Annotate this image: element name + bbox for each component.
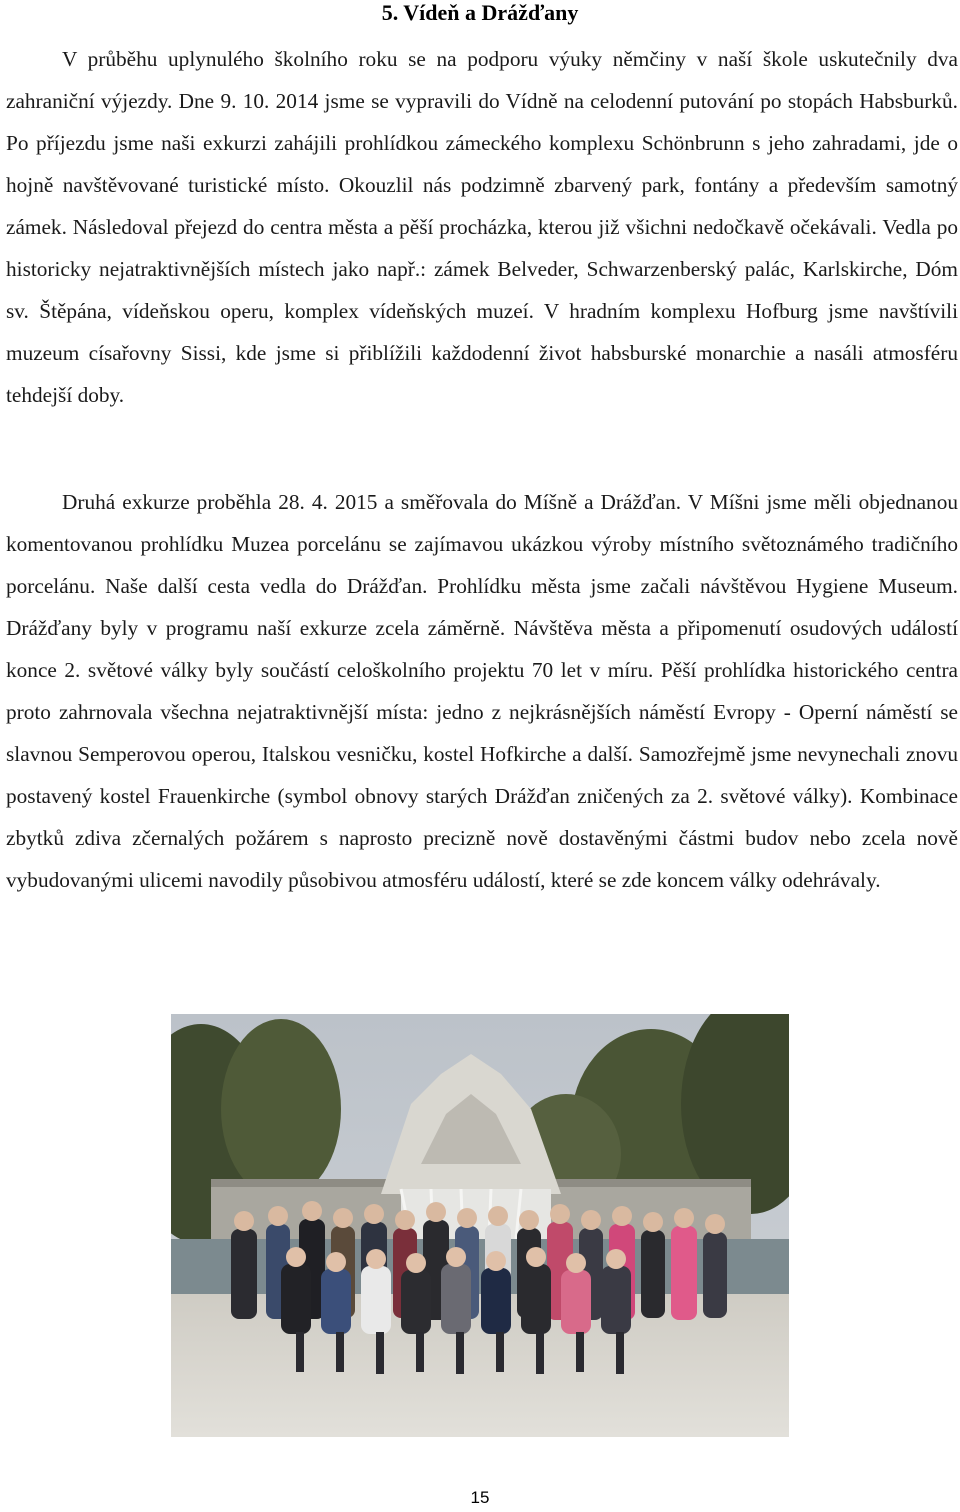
paragraph-dresden: Druhá exkurze proběhla 28. 4. 2015 a směřovala do Míšně a Drážďan. V Míšni jsme měli objednanou komentovanou prohlídku Muzea porcelánu se zajímavou ukázkou výroby místního světoznámého tradičního porcelánu. Naše další cesta vedla do Drážďan. Prohlídku města jsme začali návštěvou Hygiene Museum. Drážďany byly v programu naší exkurze zcela záměrně. Návštěva města a připomenutí osudových událostí konce 2. světové války byly součástí celoškolního projektu 70 let v míru. Pěší prohlídka historického centra proto zahrnovala všechna nejatraktivnější místa: jedno z nejkrásnějších náměstí Evropy - Operní náměstí se slavnou Semperovou operou, Italskou vesničku, kostel Hofkirche a další. Samozřejmě jsme nevynechali znovu postavený kostel Frauenkirche (symbol obnovy starých Drážďan zničených za 2. světové války). Kombinace zbytků zdiva zčernalých požárem s naprosto precizně nově dostavěnými částmi budov nebo zcela nově vybudovanými ulicemi navodily působivou atmosféru událostí, které se zde koncem války odehrávaly. xyxy=(6,490,958,892)
group-photo-illustration xyxy=(171,1014,789,1437)
section-heading: 5. Vídeň a Drážďany xyxy=(381,0,579,25)
group-photo xyxy=(171,1014,789,1437)
paragraph-vienna: V průběhu uplynulého školního roku se na podporu výuky němčiny v naší škole uskutečnily dva zahraniční výjezdy. Dne 9. 10. 2014 jsme se vypravili do Vídně na celodenní putování po stopách Habsburků. Po příjezdu jsme naši exkurzi zahájili prohlídkou zámeckého komplexu Schönbrunn s jeho zahradami, jde o hojně navštěvované turistické místo. Okouzlil nás podzimně zbarvený park, fontány a především samotný zámek. Následoval přejezd do centra města a pěší procházka, kterou již všichni nedočkavě očekávali. Vedla po historicky nejatraktivnějších místech jako např.: zámek Belveder, Schwarzenberský palác, Karlskirche, Dóm sv. Štěpána, vídeňskou operu, komplex vídeňských muzeí. V hradním komplexu Hofburg jsme navštívili muzeum císařovny Sissi, kde jsme si přiblížili každodenní život habsburské monarchie a nasáli atmosféru tehdejší doby. xyxy=(6,47,958,407)
ground xyxy=(171,1294,789,1437)
page-number: 15 xyxy=(470,1488,490,1507)
